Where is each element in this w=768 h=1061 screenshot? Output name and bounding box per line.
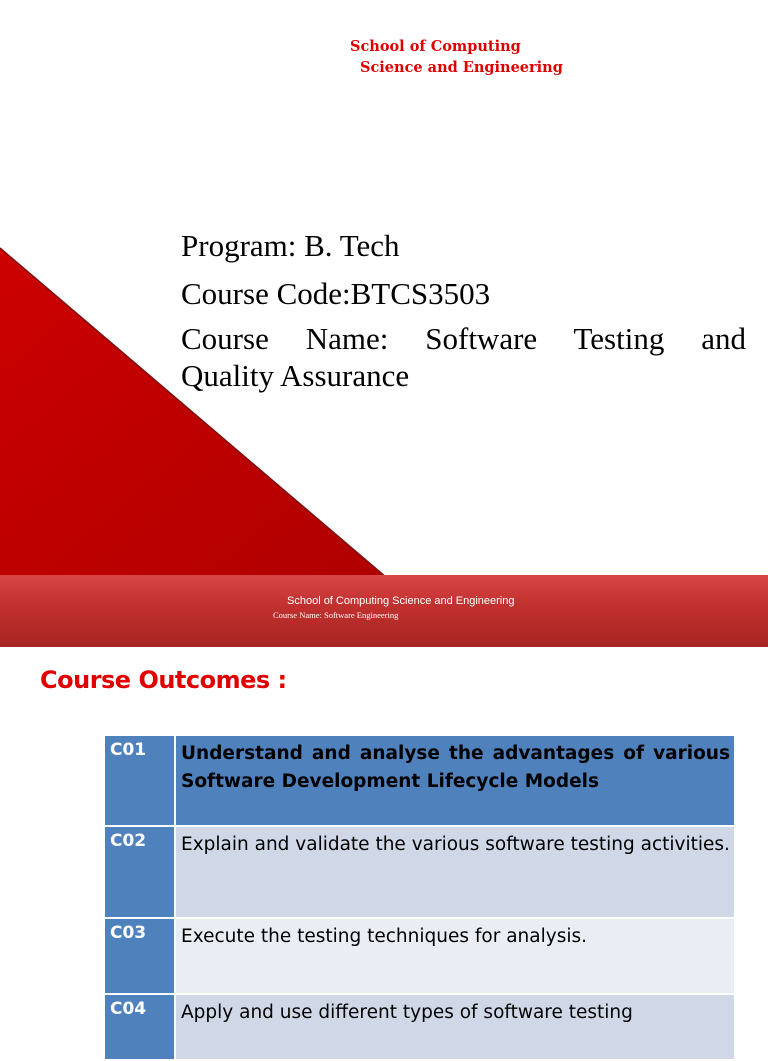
outcome-text: Apply and use different types of software testing	[175, 994, 735, 1060]
outcome-code: C03	[104, 918, 175, 994]
school-header-line1: School of Computing	[350, 38, 521, 55]
outcome-text: Understand and analyse the advantages of various Software Development Lifecycle Models	[175, 735, 735, 826]
table-row	[104, 994, 735, 1060]
course-name-line2: Quality Assurance	[181, 358, 410, 393]
outcome-text: Explain and validate the various software testing activities.	[175, 826, 735, 918]
footer-school: School of Computing Science and Engineering	[287, 595, 515, 607]
outcomes-title: Course Outcomes :	[40, 666, 287, 694]
course-name-line1: Course Name: Software Testing and	[181, 321, 746, 356]
outcome-code: C04	[104, 994, 175, 1060]
outcome-code: C01	[104, 735, 175, 826]
outcomes-slide	[0, 648, 768, 1024]
footer-course: Course Name: Software Engineering	[273, 610, 399, 620]
program-label: Program: B. Tech	[181, 228, 400, 263]
school-header	[350, 36, 563, 78]
course-code-label: Course Code:BTCS3503	[181, 276, 491, 311]
outcomes-table	[103, 734, 736, 1061]
school-header-line2: Science and Engineering	[360, 59, 563, 76]
outcome-code: C02	[104, 826, 175, 918]
course-info	[181, 222, 746, 396]
table-row	[104, 826, 735, 918]
table-row	[104, 735, 735, 826]
outcome-text: Execute the testing techniques for analysis.	[175, 918, 735, 994]
table-row	[104, 918, 735, 994]
